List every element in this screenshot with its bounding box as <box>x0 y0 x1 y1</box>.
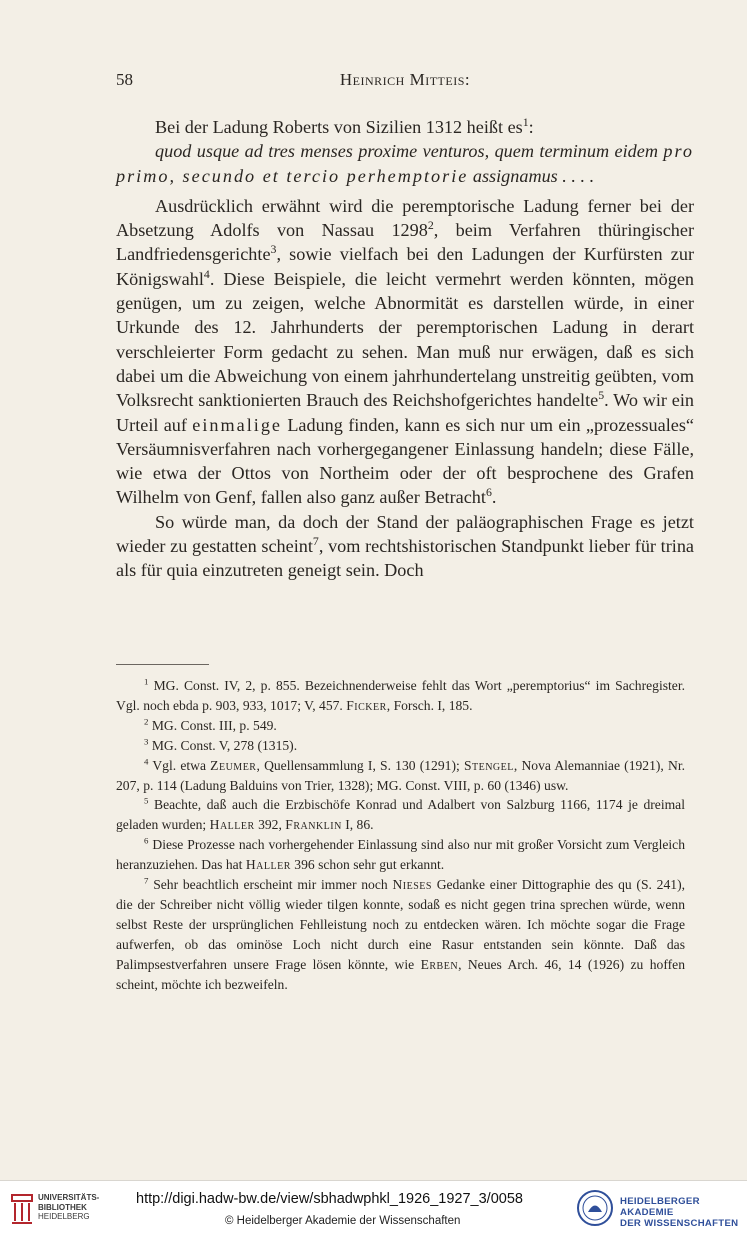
university-library-name: UNIVERSITÄTS- BIBLIOTHEK HEIDELBERG <box>38 1193 100 1221</box>
paragraph-paleography: So würde man, da doch der Stand der paläographischen Frage es jetzt wieder zu gestatten scheint$^7$, vom rechtshistorischen Standpunkt lieber für trina als für quia einzutreten geneigt sein. Doch <box>116 511 694 581</box>
permalink-url[interactable]: http://digi.hadw-bw.de/view/sbhadwphkl_1926_1927_3/0058 <box>136 1191 523 1207</box>
university-library-logo-icon[interactable] <box>10 1191 34 1225</box>
footnote-ref-5[interactable]: 5 <box>598 388 605 403</box>
paragraph-peremptory-summons: Ausdrücklich erwähnt wird die peremptorische Ladung ferner bei der Absetzung Adolfs von Nassau 1298$^2$, beim Verfahren thüringischer Landfriedensgerichte$^3$, sowie vielfach bei den Ladungen der Kurfürsten zur Königswahl$^4$. Diese Beispiele, die leicht vermehrt werden könnten, mögen genügen, um zu zeigen, welche Abnormität es darstellen würde, in einer Urkunde des 12. Jahrhunderts der peremptorischen Ladung in derart verschleierter Form gedacht zu sehen. Man muß nur erwägen, daß es sich dabei um die Abweichung von einem jahrhundertelang unstreitig geübten, vom Volksrecht sanktionierten Brauch des Reichshofgerichtes handelte$^5$. Wo wir ein Urteil auf einmalige Ladung finden, kann es sich nur um ein „prozessuales“ Versäumnisverfahren nach vorhergegangener Einlassung handeln; diese Fälle, wie etwa der Ottos von Northeim oder der oft besprochene des Grafen Wilhelm von Genf, fallen also ganz außer Betracht$^6$. <box>116 195 695 508</box>
footnote-3: $^3$ MG. Const. V, 278 (1315). <box>144 736 298 753</box>
academy-seal-icon[interactable] <box>576 1189 614 1227</box>
footnote-4: $^4$ Vgl. etwa Zeumer, Quellensammlung I, S. 130 (1291); Stengel, Nova Alemanniae (1921), Nr. 207, p. 114 (Ladung Balduins von Trier, 1328); MG. Const. VIII, p. 60 (1346) usw. <box>116 756 685 793</box>
viewer-footer <box>0 1180 747 1235</box>
main-text <box>116 115 694 583</box>
footnote-divider <box>116 664 209 665</box>
page-header <box>116 70 694 94</box>
footnote-ref-7[interactable]: 7 <box>312 533 319 548</box>
footnote-ref-6[interactable]: 6 <box>485 485 492 500</box>
footnote-7: $^7$ Sehr beachtlich erscheint mir immer noch Nieses Gedanke einer Dittographie des qu (S. 241), die der Schreiber nicht völlig wieder tilgen konnte, sodaß es nicht gegen trina sprechen würde, wenn selbst Reste der ursprünglichen Fehlleistung noch zu entdecken wären. Ich möchte sogar die Frage aufwerfen, ob das ominöse Loch nicht durch eine Rasur entstanden sein könnte. Daß das Palimpsestverfahren unsere Frage lösen könnte, wie Erben, Neues Arch. 46, 14 (1926) zu hoffen scheint, möchte ich bezweifeln. <box>116 875 686 992</box>
footnote-ref-3[interactable]: 3 <box>270 242 277 257</box>
footnote-6: $^6$ Diese Prozesse nach vorhergehender Einlassung sind also nur mit großer Vorsicht zum Vergleich heranzuziehen. Das hat Haller 396 schon sehr gut erkannt. <box>116 835 685 873</box>
latin-quotation: quod usque ad tres menses proxime venturos, quem terminum eidem pro primo, secundo et tercio perhemptorie assignamus . . . . <box>116 141 694 186</box>
page-number: 58 <box>116 70 133 89</box>
footnote-ref-2[interactable]: 2 <box>427 218 434 233</box>
footnote-ref-4[interactable]: 4 <box>203 266 210 281</box>
footnote-2: $^2$ MG. Const. III, p. 549. <box>144 716 277 733</box>
footnote-1: $^1$ MG. Const. IV, 2, p. 855. Bezeichnenderweise fehlt das Wort „peremptorius“ im Sachregister. Vgl. noch ebda p. 903, 933, 1017; V, 457. Ficker, Forsch. I, 185. <box>116 676 685 713</box>
footnote-ref-1[interactable]: 1 <box>522 114 529 129</box>
paragraph-intro: Bei der Ladung Roberts von Sizilien 1312 heißt $es^1$: <box>155 114 534 137</box>
academy-name: HEIDELBERGER AKADEMIE DER WISSENSCHAFTEN <box>620 1196 739 1229</box>
footnote-5: $^5$ Beachte, daß auch die Erzbischöfe Konrad und Adalbert von Salzburg 1166, 1174 je dreimal geladen wurden; Haller 392, Franklin I, 86. <box>116 795 685 833</box>
running-title: Heinrich Mitteis: <box>339 70 471 89</box>
copyright-notice: © Heidelberger Akademie der Wissenschaften <box>225 1215 461 1227</box>
footnotes <box>116 676 685 995</box>
